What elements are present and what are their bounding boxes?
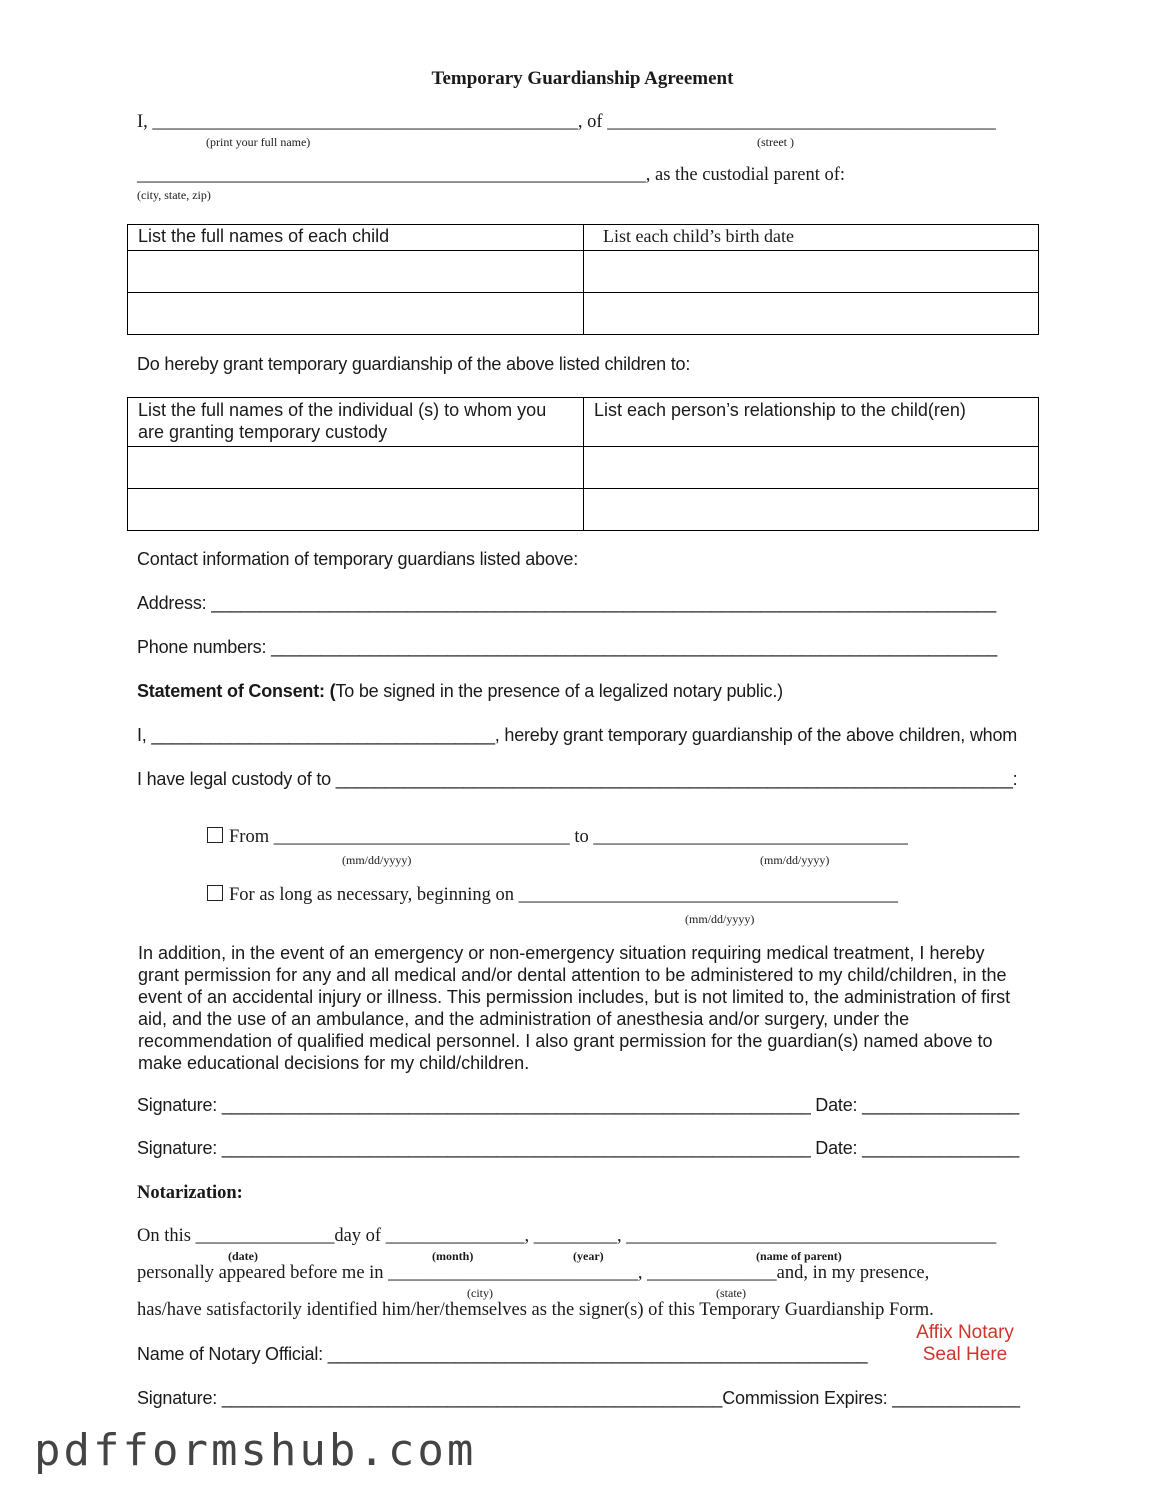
consent-heading-line	[137, 681, 783, 702]
notarization-heading: Notarization:	[137, 1183, 243, 1203]
parent-name-hint: (name of parent)	[756, 1249, 842, 1263]
year-hint: (year)	[573, 1249, 604, 1263]
consent-note: To be signed in the presence of a legalized notary public.)	[335, 681, 783, 701]
signature-line-1[interactable]: Signature: ____________________________________________________________ Date: ________________	[137, 1095, 1020, 1115]
long-as-necessary-option[interactable]	[207, 885, 898, 906]
street-hint: (street )	[757, 135, 794, 149]
guardian-name-cell[interactable]	[128, 489, 584, 531]
phone-field[interactable]: Phone numbers: __________________________________________________________________________	[137, 637, 998, 657]
date-hint: (date)	[228, 1249, 258, 1263]
intro-line	[137, 112, 996, 133]
children-table	[127, 224, 1039, 335]
city-state-zip-field[interactable]: _______________________________________________________	[137, 165, 646, 185]
children-birthdate-header: List each child’s birth date	[584, 225, 1039, 251]
intro-i: I,	[137, 112, 148, 132]
watermark: pdfformshub.com	[34, 1425, 477, 1476]
beginning-date-hint: (mm/dd/yyyy)	[685, 912, 755, 926]
grant-text: Do hereby grant temporary guardianship of the above listed children to:	[137, 354, 691, 374]
street-field[interactable]: __________________________________________	[607, 112, 996, 132]
child-birthdate-cell[interactable]	[584, 293, 1039, 335]
month-hint: (month)	[432, 1249, 474, 1263]
consent-paren: (	[329, 681, 336, 701]
long-as-necessary-checkbox[interactable]	[207, 885, 223, 901]
state-hint: (state)	[716, 1286, 746, 1300]
child-name-cell[interactable]	[128, 251, 584, 293]
city-line	[137, 165, 845, 186]
children-name-header: List the full names of each child	[128, 225, 584, 251]
guardian-relationship-header: List each person’s relationship to the child(ren)	[584, 398, 1039, 447]
document-title: Temporary Guardianship Agreement	[431, 68, 734, 89]
guardians-table	[127, 397, 1039, 531]
city-state-zip-hint: (city, state, zip)	[137, 188, 211, 202]
full-name-field[interactable]: ______________________________________________	[152, 112, 578, 132]
address-field[interactable]: Address: ________________________________________________________________________________	[137, 593, 997, 613]
notary-seal-area	[900, 1322, 1030, 1366]
notary-name-field[interactable]: Name of Notary Official: _______________________________________________________	[137, 1344, 868, 1364]
consent-line-2[interactable]: I have legal custody of to _____________________________________________________________________:	[137, 769, 1018, 789]
consent-line-1[interactable]: I, ___________________________________, hereby grant temporary guardianship of the above children, whom	[137, 725, 1018, 745]
from-date-hint: (mm/dd/yyyy)	[342, 853, 412, 867]
guardian-relationship-cell[interactable]	[584, 489, 1039, 531]
long-as-necessary-label[interactable]: For as long as necessary, beginning on _________________________________________	[229, 885, 898, 905]
contact-heading: Contact information of temporary guardians listed above:	[137, 549, 579, 569]
notarization-line-2[interactable]: personally appeared before me in ___________________________, ______________and, in my presence,	[137, 1263, 930, 1283]
to-date-hint: (mm/dd/yyyy)	[760, 853, 830, 867]
from-to-option[interactable]	[207, 827, 908, 848]
medical-permission-paragraph: In addition, in the event of an emergency or non-emergency situation requiring medical treatment, I hereby grant permission for any and all medical and/or dental attention to be administered to my child/children, in the event of an accidental injury or illness. This permission includes, but is not limited to, the administration of first aid, and the use of an ambulance, and the administration of anesthesia and/or surgery, under the recommendation of qualified medical personnel. I also grant permission for the guardian(s) named above to make educational decisions for my child/children.	[138, 943, 1011, 1073]
guardian-relationship-cell[interactable]	[584, 447, 1039, 489]
full-name-hint: (print your full name)	[206, 135, 311, 149]
from-to-label[interactable]: From ________________________________ to __________________________________	[229, 827, 908, 847]
intro-of: , of	[577, 112, 603, 132]
city-hint: (city)	[467, 1286, 493, 1300]
seal-text-2: Seal Here	[922, 1344, 1008, 1365]
child-name-cell[interactable]	[128, 293, 584, 335]
signature-line-2[interactable]: Signature: ____________________________________________________________ Date: ________________	[137, 1138, 1020, 1158]
child-birthdate-cell[interactable]	[584, 251, 1039, 293]
guardian-name-header: List the full names of the individual (s) to whom you are granting temporary custody	[128, 398, 584, 447]
notarization-line-3: has/have satisfactorily identified him/her/themselves as the signer(s) of this Temporary Guardianship Form.	[137, 1300, 934, 1320]
consent-heading: Statement of Consent:	[137, 681, 325, 701]
seal-text-1: Affix Notary	[916, 1322, 1014, 1343]
notarization-line-1[interactable]: On this _______________day of _______________, _________, ________________________________________	[137, 1226, 997, 1246]
notary-signature-line[interactable]: Signature: ___________________________________________________Commission Expires: _____________	[137, 1388, 1020, 1408]
custodial-parent-text: , as the custodial parent of:	[645, 165, 846, 185]
from-to-checkbox[interactable]	[207, 827, 223, 843]
guardian-name-cell[interactable]	[128, 447, 584, 489]
